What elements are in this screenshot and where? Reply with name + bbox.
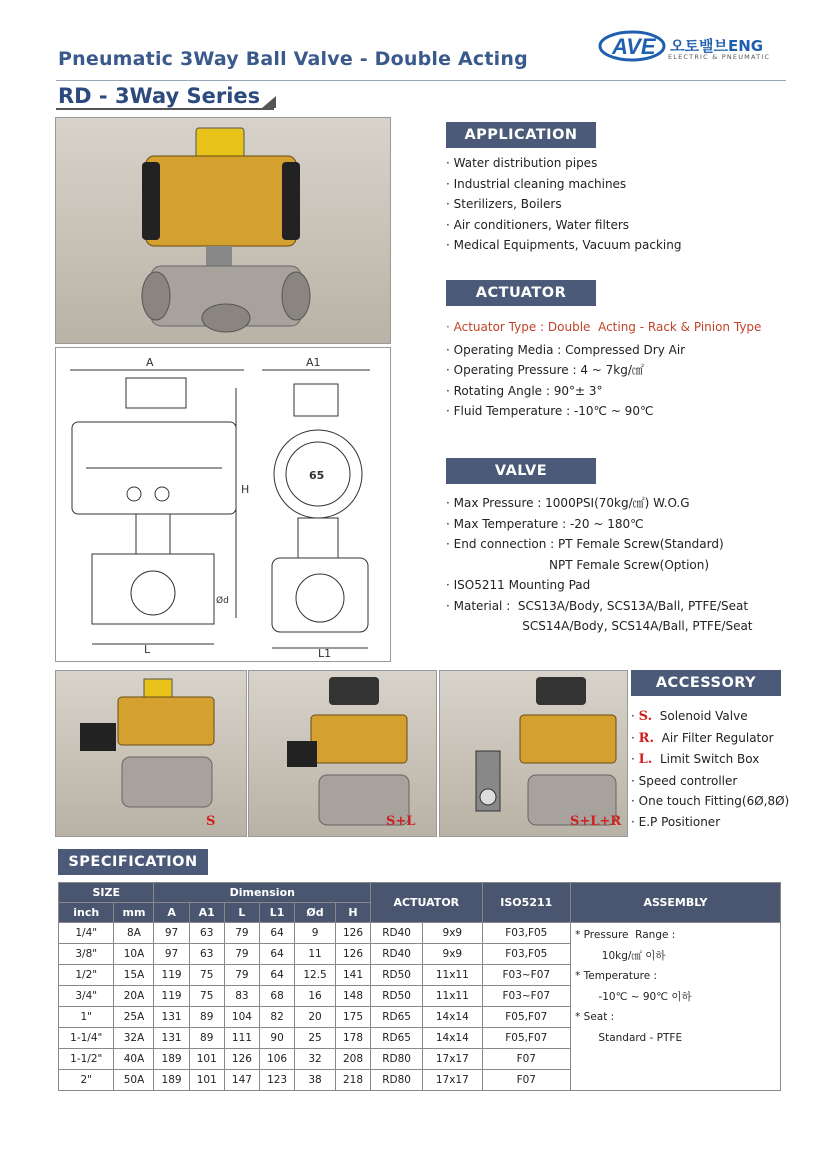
- table-cell: 1/4": [59, 923, 114, 944]
- header-a: A: [154, 903, 189, 923]
- dim-d-label: Ød: [216, 596, 229, 606]
- table-cell: 63: [189, 923, 224, 944]
- product-photo-main: [55, 117, 391, 344]
- table-cell: 3/4": [59, 986, 114, 1007]
- table-cell: F03~F07: [482, 986, 571, 1007]
- title-divider: [56, 80, 786, 81]
- series-underline: [56, 108, 274, 110]
- specification-label: SPECIFICATION: [58, 849, 208, 875]
- table-cell: 131: [154, 1007, 189, 1028]
- list-item: · L. Limit Switch Box: [631, 752, 760, 767]
- list-item: · Fluid Temperature : -10℃ ~ 90℃: [446, 404, 654, 418]
- table-cell: 64: [260, 944, 295, 965]
- table-cell: 16: [295, 986, 336, 1007]
- table-cell: 17x17: [423, 1070, 482, 1091]
- table-cell: 141: [335, 965, 370, 986]
- table-cell: 11: [295, 944, 336, 965]
- list-item: · Operating Pressure : 4 ~ 7kg/㎠: [446, 363, 644, 377]
- table-cell: 2": [59, 1070, 114, 1091]
- table-cell: 218: [335, 1070, 370, 1091]
- table-cell: 97: [154, 923, 189, 944]
- table-cell: F03,F05: [482, 923, 571, 944]
- list-item: · ISO5211 Mounting Pad: [446, 578, 591, 592]
- table-row: [59, 923, 781, 944]
- table-cell: 189: [154, 1049, 189, 1070]
- photo-tag-s: S: [206, 814, 216, 829]
- list-item: · One touch Fitting(6Ø,8Ø): [631, 794, 790, 808]
- table-cell: RD50: [371, 965, 423, 986]
- list-item: · Water distribution pipes: [446, 156, 598, 170]
- table-cell: RD65: [371, 1007, 423, 1028]
- table-cell: 82: [260, 1007, 295, 1028]
- table-cell: 32: [295, 1049, 336, 1070]
- header-d: Ød: [295, 903, 336, 923]
- table-cell: 126: [224, 1049, 259, 1070]
- table-cell: 25A: [114, 1007, 154, 1028]
- table-cell: RD50: [371, 986, 423, 1007]
- dimension-drawing: [55, 347, 391, 662]
- table-cell: 97: [154, 944, 189, 965]
- table-cell: 17x17: [423, 1049, 482, 1070]
- table-cell: RD40: [371, 944, 423, 965]
- table-cell: F03~F07: [482, 965, 571, 986]
- table-cell: 68: [260, 986, 295, 1007]
- table-cell: 119: [154, 965, 189, 986]
- accessory-text: Air Filter Regulator: [661, 730, 774, 745]
- assembly-notes: * Pressure Range : 10kg/㎠ 이하 * Temperature : -10℃ ~ 90℃ 이하 * Seat : Standard - PTFE: [571, 923, 781, 1091]
- table-cell: RD65: [371, 1028, 423, 1049]
- table-cell: 25: [295, 1028, 336, 1049]
- table-cell: 9x9: [423, 923, 482, 944]
- list-item: SCS14A/Body, SCS14A/Ball, PTFE/Seat: [446, 619, 753, 633]
- table-cell: RD80: [371, 1070, 423, 1091]
- table-cell: RD80: [371, 1049, 423, 1070]
- photo-tag-slr: S+L+R: [570, 814, 622, 829]
- specification-table: [58, 882, 781, 1091]
- logo-subtitle: ELECTRIC & PNEUMATIC: [668, 53, 771, 61]
- table-cell: 11x11: [423, 965, 482, 986]
- table-cell: 50A: [114, 1070, 154, 1091]
- list-item: · Speed controller: [631, 773, 738, 788]
- actuator-label: ACTUATOR: [446, 280, 596, 306]
- table-cell: 104: [224, 1007, 259, 1028]
- header-l: L: [224, 903, 259, 923]
- series-title: RD - 3Way Series: [58, 84, 261, 108]
- dim-a1-label: A1: [306, 356, 321, 369]
- table-cell: 119: [154, 986, 189, 1007]
- table-cell: F07: [482, 1049, 571, 1070]
- table-cell: 101: [189, 1070, 224, 1091]
- table-cell: F05,F07: [482, 1028, 571, 1049]
- table-cell: 126: [335, 944, 370, 965]
- table-cell: 1": [59, 1007, 114, 1028]
- logo-text: AVE: [612, 34, 656, 59]
- table-cell: 208: [335, 1049, 370, 1070]
- table-cell: 20A: [114, 986, 154, 1007]
- list-item: NPT Female Screw(Option): [446, 557, 710, 572]
- list-item: · Material : SCS13A/Body, SCS13A/Ball, PTFE/Seat: [446, 598, 749, 613]
- actuator-list: [446, 317, 761, 422]
- dim-a-label: A: [146, 356, 154, 369]
- valve-label: VALVE: [446, 458, 596, 484]
- accessory-text: One touch Fitting(6Ø,8Ø): [638, 794, 790, 808]
- table-cell: 79: [224, 965, 259, 986]
- table-cell: 75: [189, 986, 224, 1007]
- accessory-text: Speed controller: [638, 773, 738, 788]
- header-inch: inch: [59, 903, 114, 923]
- table-cell: F03,F05: [482, 944, 571, 965]
- dim-h-label: H: [241, 483, 250, 496]
- series-underline-arrow: [262, 96, 276, 108]
- table-cell: 10A: [114, 944, 154, 965]
- photo-tag-sl: S+L: [386, 814, 416, 829]
- accessory-text: E.P Positioner: [638, 814, 721, 829]
- table-cell: 1-1/4": [59, 1028, 114, 1049]
- photo-solenoid-limit-regulator: [439, 670, 628, 837]
- list-item: · Operating Media : Compressed Dry Air: [446, 342, 686, 357]
- table-cell: 131: [154, 1028, 189, 1049]
- table-cell: 175: [335, 1007, 370, 1028]
- table-cell: 64: [260, 965, 295, 986]
- accessory-code: S.: [638, 709, 653, 724]
- table-cell: 9x9: [423, 944, 482, 965]
- header-mm: mm: [114, 903, 154, 923]
- accessory-code: L.: [638, 752, 653, 767]
- valve-list: [446, 493, 753, 637]
- table-cell: 38: [295, 1070, 336, 1091]
- logo-korean: 오토밸브ENG: [670, 37, 764, 55]
- table-cell: 111: [224, 1028, 259, 1049]
- list-item: · Max Pressure : 1000PSI(70kg/㎠) W.O.G: [446, 496, 690, 510]
- header-a1: A1: [189, 903, 224, 923]
- accessory-text: Limit Switch Box: [659, 752, 760, 766]
- actuator-type: · Actuator Type : Double Acting - Rack & Pinion Type: [446, 320, 762, 334]
- table-cell: 1-1/2": [59, 1049, 114, 1070]
- header-actuator: ACTUATOR: [371, 883, 482, 923]
- list-item: · Medical Equipments, Vacuum packing: [446, 238, 682, 252]
- table-cell: 40A: [114, 1049, 154, 1070]
- header-h: H: [335, 903, 370, 923]
- table-cell: 89: [189, 1007, 224, 1028]
- table-cell: 9: [295, 923, 336, 944]
- table-cell: 101: [189, 1049, 224, 1070]
- table-cell: F05,F07: [482, 1007, 571, 1028]
- header-size: SIZE: [59, 883, 154, 903]
- table-cell: 123: [260, 1070, 295, 1091]
- table-cell: 14x14: [423, 1007, 482, 1028]
- accessory-text: Solenoid Valve: [659, 709, 748, 723]
- accessory-label: ACCESSORY: [631, 670, 781, 696]
- table-cell: 147: [224, 1070, 259, 1091]
- table-cell: 20: [295, 1007, 336, 1028]
- list-item: · Sterilizers, Boilers: [446, 197, 562, 211]
- table-cell: 15A: [114, 965, 154, 986]
- list-item: · E.P Positioner: [631, 814, 721, 829]
- table-cell: 3/8": [59, 944, 114, 965]
- table-cell: 178: [335, 1028, 370, 1049]
- table-cell: 11x11: [423, 986, 482, 1007]
- table-cell: 64: [260, 923, 295, 944]
- photo-solenoid-limit: [248, 670, 437, 837]
- table-cell: 79: [224, 923, 259, 944]
- application-list: [446, 153, 681, 256]
- page-title: Pneumatic 3Way Ball Valve - Double Acting: [58, 48, 528, 70]
- table-cell: 79: [224, 944, 259, 965]
- list-item: · S. Solenoid Valve: [631, 709, 748, 724]
- table-cell: 12.5: [295, 965, 336, 986]
- table-cell: 75: [189, 965, 224, 986]
- accessory-code: R.: [638, 730, 654, 746]
- list-item: · Industrial cleaning machines: [446, 176, 627, 191]
- header-iso: ISO5211: [482, 883, 571, 923]
- header-assembly: ASSEMBLY: [571, 883, 781, 923]
- dim-l-label: L: [144, 643, 151, 656]
- list-item: · Air conditioners, Water filters: [446, 217, 630, 232]
- table-cell: 106: [260, 1049, 295, 1070]
- table-cell: 90: [260, 1028, 295, 1049]
- table-cell: 14x14: [423, 1028, 482, 1049]
- header-dimension: Dimension: [154, 883, 371, 903]
- table-cell: 189: [154, 1070, 189, 1091]
- list-item: · End connection : PT Female Screw(Standard): [446, 537, 724, 551]
- table-cell: 89: [189, 1028, 224, 1049]
- photo-solenoid: [55, 670, 247, 837]
- dim-l1-label: L1: [318, 647, 332, 660]
- application-label: APPLICATION: [446, 122, 596, 148]
- table-cell: F07: [482, 1070, 571, 1091]
- table-cell: 126: [335, 923, 370, 944]
- accessory-list: [631, 706, 789, 832]
- list-item: · Max Temperature : -20 ~ 180℃: [446, 516, 644, 531]
- table-cell: 1/2": [59, 965, 114, 986]
- table-cell: 8A: [114, 923, 154, 944]
- list-item: · R. Air Filter Regulator: [631, 730, 774, 746]
- table-cell: RD40: [371, 923, 423, 944]
- table-cell: 32A: [114, 1028, 154, 1049]
- table-cell: 63: [189, 944, 224, 965]
- table-cell: 148: [335, 986, 370, 1007]
- table-cell: 83: [224, 986, 259, 1007]
- actuator-size-label: 65: [309, 469, 325, 482]
- header-l1: L1: [260, 903, 295, 923]
- list-item: · Rotating Angle : 90°± 3°: [446, 383, 603, 398]
